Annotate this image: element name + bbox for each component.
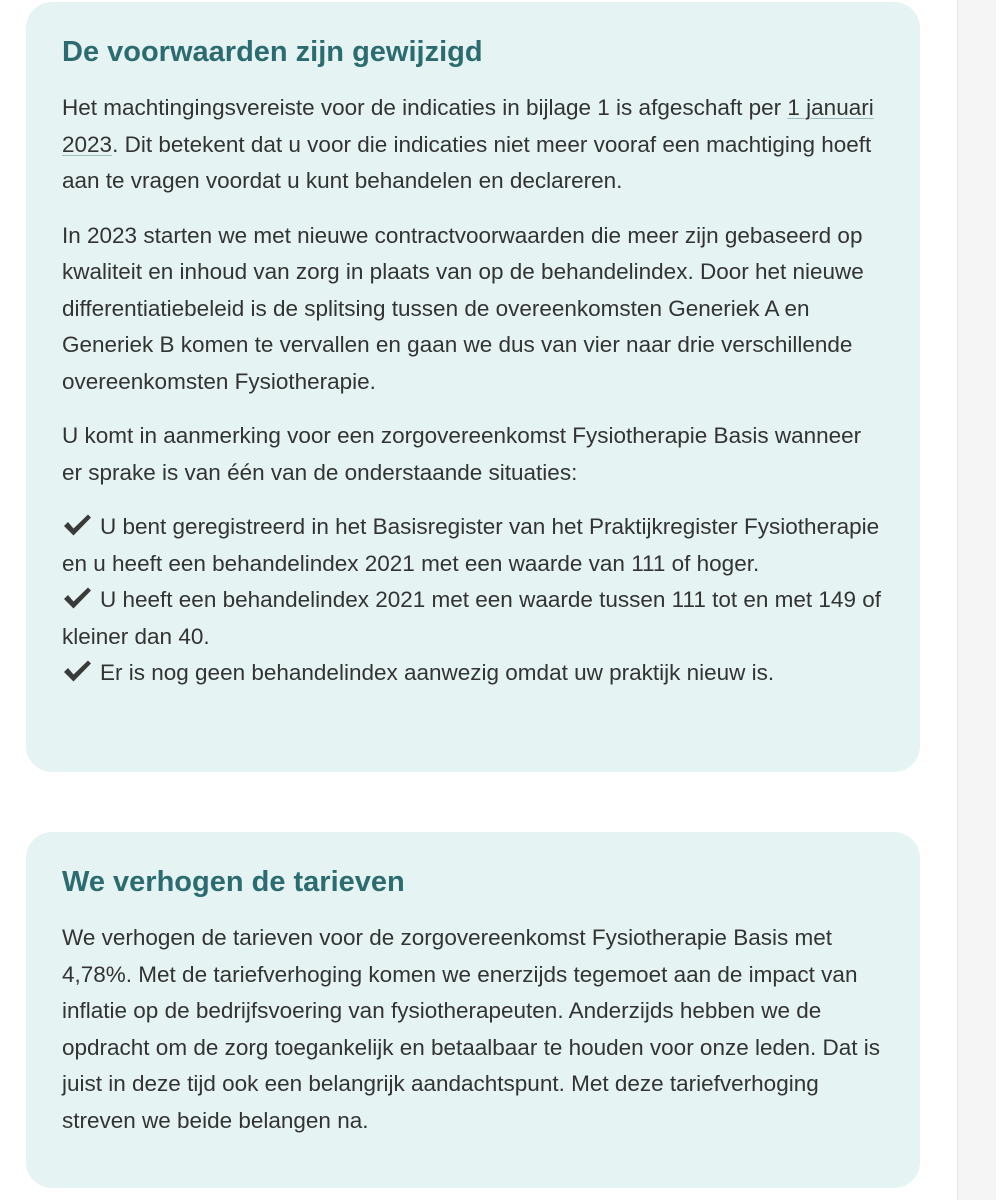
card-title: De voorwaarden zijn gewijzigd [62,36,483,68]
heavy-check-mark-icon [62,513,92,537]
eligibility-checklist [62,509,884,692]
checklist-item-text: U bent geregistreerd in het Basisregister van het Praktijkregister Fysiotherapie en u heeft een behandelindex 2021 met een waarde van 111 of hoger. [62,514,880,576]
abolished-authorization-paragraph [62,90,884,200]
card-title: We verhogen de tarieven [62,866,405,898]
heavy-check-mark-icon [62,659,92,683]
checklist-item-text: U heeft een behandelindex 2021 met een waarde tussen 111 tot en met 149 of kleiner dan 40. [62,587,881,649]
checklist-item [62,582,884,655]
eligibility-intro-paragraph: U komt in aanmerking voor een zorgovereenkomst Fysiotherapie Basis wanneer er sprake is van één van de onderstaande situaties: [62,423,862,485]
contract-conditions-paragraph: In 2023 starten we met nieuwe contractvoorwaarden die meer zijn gebaseerd op kwaliteit en inhoud van zorg in plaats van op de behandelindex. Door het nieuwe differentiatiebeleid is de splitsing tussen de overeenkomsten Generiek A en Generiek B komen te vervallen en gaan we dus van vier naar drie verschillende overeenkomsten Fysiotherapie. [62,222,864,394]
paragraph-text: . Dit betekent dat u voor die indicaties niet meer vooraf een machtiging hoeft aan te vragen voordat u kunt behandelen en declareren. [62,131,872,193]
checklist-item-text: Er is nog geen behandelindex aanwezig omdat uw praktijk nieuw is. [100,660,775,685]
conditions-changed-card [26,2,920,772]
checklist-item [62,655,884,692]
rate-increase-paragraph: We verhogen de tarieven voor de zorgovereenkomst Fysiotherapie Basis met 4,78%. Met de tariefverhoging komen we enerzijds tegemoet aan de impact van inflatie op de bedrijfsvoering van fysiotherapeuten. Anderzijds hebben we de opdracht om de zorg toegankelijk en betaalbaar te houden voor onze leden. Dat is juist in deze tijd ook een belangrijk aandachtspunt. Met deze tariefverhoging streven we beide belangen na. [62,925,881,1133]
scrollbar-track[interactable] [957,0,996,1200]
paragraph-text: Het machtingingsvereiste voor de indicaties in bijlage 1 is afgeschaft per [62,95,788,120]
date-link[interactable]: 1 januari 2023 [62,95,874,157]
rate-increase-card [26,832,920,1188]
checklist-item [62,509,884,582]
heavy-check-mark-icon [62,586,92,610]
